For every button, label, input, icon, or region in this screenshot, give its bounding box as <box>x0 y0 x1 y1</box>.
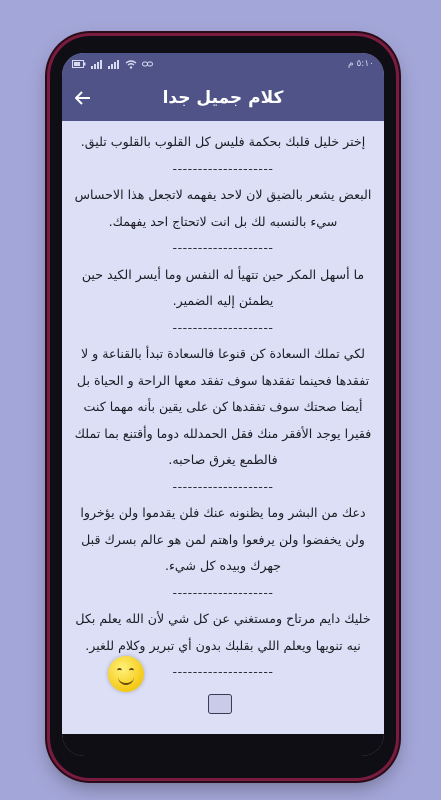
link-icon <box>142 60 153 68</box>
quote-text: دعك من البشر وما يظنونه عنك فلن يقدموا ولن يؤخروا ولن يخفضوا ولن يرفعوا واهتم لمن هو عالم بسرك قبل جهرك وبيده كل شيء. <box>80 505 366 573</box>
battery-icon <box>72 60 86 68</box>
share-button[interactable] <box>208 694 232 714</box>
quote-text: البعض يشعر بالضيق لان لاحد يفهمه لاتجعل هذا الاحساس سيء بالنسبه لك بل انت لاتحتاج احد يفهمك. <box>74 187 372 229</box>
signal-icon <box>108 60 120 69</box>
back-button[interactable] <box>72 87 94 109</box>
separator: -------------------- <box>172 664 274 679</box>
separator: -------------------- <box>172 584 274 600</box>
wifi-icon <box>125 60 137 69</box>
separator: -------------------- <box>172 319 274 335</box>
smiley-emoji-icon <box>108 656 144 692</box>
status-icons <box>72 60 153 69</box>
nav-bar <box>62 734 384 756</box>
separator: -------------------- <box>172 160 274 176</box>
quote-text: لكي تملك السعادة كن قنوعا فالسعادة تبدأ بالقناعة و لا تفقدها فحينما تفقدها سوف تفقد معها الراحة و الحياة بل أيضا صحتك سوف تفقدها كن على يقين بأنه مهما كنت فقيرا يوجد الأفقر منك فقل الحمدلله دوما وأقتنع بما تملك فالطمع يغرق صاحبه. <box>74 346 372 467</box>
quote-text: خليك دايم مرتاح ومستغني عن كل شي لأن الله يعلم بكل نيه تنويها ويعلم اللي بقلبك بدون أي تبرير وكلام للغير. <box>75 611 371 653</box>
signal-icon <box>91 60 103 69</box>
separator: -------------------- <box>172 240 274 255</box>
screen <box>62 53 384 756</box>
quotes-list <box>62 121 384 686</box>
status-bar <box>62 53 384 75</box>
quote-text: إختر خليل قلبك بحكمة فليس كل القلوب بالقلوب تليق. <box>80 134 366 149</box>
separator: -------------------- <box>172 478 274 494</box>
page-title: كلام جميل جدا <box>162 88 284 108</box>
arrow-left-icon <box>75 91 91 105</box>
app-bar <box>62 75 384 121</box>
quote-text: ما أسهل المكر حين تتهيأ له النفس وما أيسر الكيد حين يطمئن إليه الضمير. <box>81 266 365 308</box>
status-time: ٥:١٠ م <box>348 59 374 69</box>
